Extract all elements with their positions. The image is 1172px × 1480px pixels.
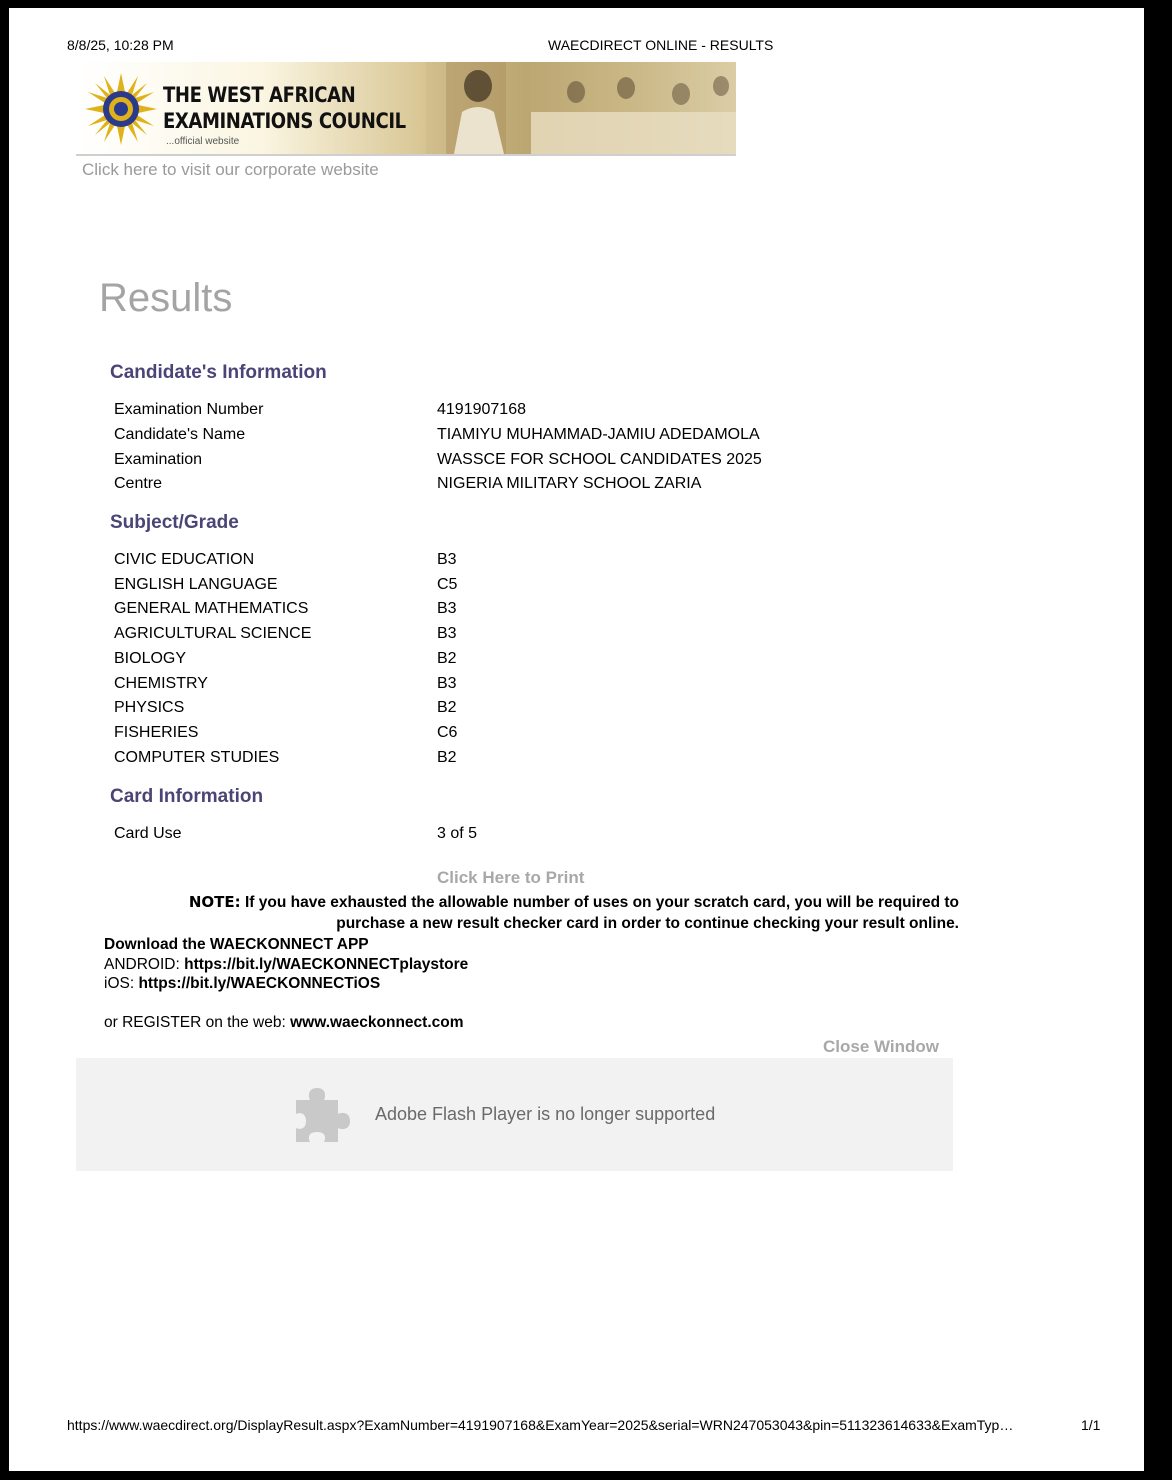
exam-number-value: 4191907168 bbox=[437, 401, 526, 418]
waec-banner bbox=[76, 62, 736, 156]
ios-link[interactable]: https://bit.ly/WAECKONNECTiOS bbox=[138, 975, 381, 992]
org-name-line-1: THE WEST AFRICAN bbox=[163, 83, 356, 107]
examination-label: Examination bbox=[114, 451, 203, 468]
corporate-website-link[interactable]: Click here to visit our corporate website bbox=[82, 160, 379, 179]
subject-name: GENERAL MATHEMATICS bbox=[114, 600, 309, 617]
subject-grade-heading: Subject/Grade bbox=[110, 512, 239, 533]
subject-name: CIVIC EDUCATION bbox=[114, 551, 255, 568]
waec-logo bbox=[84, 72, 158, 146]
print-footer-page-number: 1/1 bbox=[1081, 1417, 1101, 1433]
printed-page bbox=[9, 8, 1144, 1471]
subject-name: PHYSICS bbox=[114, 699, 185, 716]
page-title: Results bbox=[99, 276, 233, 320]
puzzle-piece-icon bbox=[294, 1084, 354, 1144]
centre-value: NIGERIA MILITARY SCHOOL ZARIA bbox=[437, 475, 702, 492]
scratch-card-note bbox=[127, 892, 959, 934]
subject-grade: B3 bbox=[437, 675, 457, 692]
flash-unsupported-message: Adobe Flash Player is no longer supported bbox=[375, 1104, 716, 1124]
app-download-heading: Download the WAECKONNECT APP bbox=[104, 936, 369, 953]
close-window-button[interactable]: Close Window bbox=[823, 1037, 940, 1056]
subject-name: BIOLOGY bbox=[114, 650, 187, 667]
examination-value: WASSCE FOR SCHOOL CANDIDATES 2025 bbox=[437, 451, 762, 468]
print-button[interactable]: Click Here to Print bbox=[437, 868, 585, 887]
print-page-title: WAECDIRECT ONLINE - RESULTS bbox=[548, 37, 774, 53]
candidate-info-heading: Candidate's Information bbox=[110, 362, 327, 383]
card-use-label: Card Use bbox=[114, 825, 182, 842]
subject-grade: B2 bbox=[437, 699, 457, 716]
card-info-heading: Card Information bbox=[110, 786, 264, 807]
ios-label: iOS: bbox=[104, 975, 135, 992]
subject-grade: C6 bbox=[437, 724, 458, 741]
print-datetime: 8/8/25, 10:28 PM bbox=[67, 37, 174, 53]
banner-photo bbox=[426, 62, 736, 154]
subject-name: FISHERIES bbox=[114, 724, 199, 741]
note-text: If you have exhausted the allowable number of uses on your scratch card, you will be required to purchase a new result checker card in order to continue checking your result online. bbox=[244, 894, 959, 932]
subject-name: AGRICULTURAL SCIENCE bbox=[114, 625, 312, 642]
org-tagline: ...official website bbox=[166, 136, 240, 147]
register-label: or REGISTER on the web: bbox=[104, 1013, 286, 1031]
candidate-name-label: Candidate's Name bbox=[114, 426, 246, 443]
exam-number-label: Examination Number bbox=[114, 401, 264, 418]
subject-name: COMPUTER STUDIES bbox=[114, 749, 280, 766]
note-label: NOTE: bbox=[188, 893, 241, 911]
subject-name: ENGLISH LANGUAGE bbox=[114, 576, 278, 593]
app-download-block bbox=[104, 935, 468, 1032]
org-name bbox=[163, 82, 406, 134]
org-name-line-2: EXAMINATIONS COUNCIL bbox=[163, 109, 406, 133]
subject-grade: B2 bbox=[437, 749, 457, 766]
subject-grade: B3 bbox=[437, 600, 457, 617]
subject-grade: B3 bbox=[437, 625, 457, 642]
android-label: ANDROID: bbox=[104, 955, 180, 973]
subject-name: CHEMISTRY bbox=[114, 675, 208, 692]
android-link[interactable]: https://bit.ly/WAECKONNECTplaystore bbox=[184, 955, 469, 973]
flash-plugin-placeholder bbox=[76, 1058, 953, 1171]
print-footer-url: https://www.waecdirect.org/DisplayResult.aspx?ExamNumber=4191907168&ExamYear=2025&serial=WRN247053043&pin=511323614633&ExamTyp… bbox=[67, 1417, 1014, 1433]
centre-label: Centre bbox=[114, 475, 163, 492]
subject-grade: B3 bbox=[437, 551, 457, 568]
subject-grade: C5 bbox=[437, 576, 458, 593]
subject-grade: B2 bbox=[437, 650, 457, 667]
register-link[interactable]: www.waeckonnect.com bbox=[290, 1013, 464, 1031]
card-use-value: 3 of 5 bbox=[437, 825, 478, 842]
candidate-name-value: TIAMIYU MUHAMMAD-JAMIU ADEDAMOLA bbox=[437, 426, 760, 443]
